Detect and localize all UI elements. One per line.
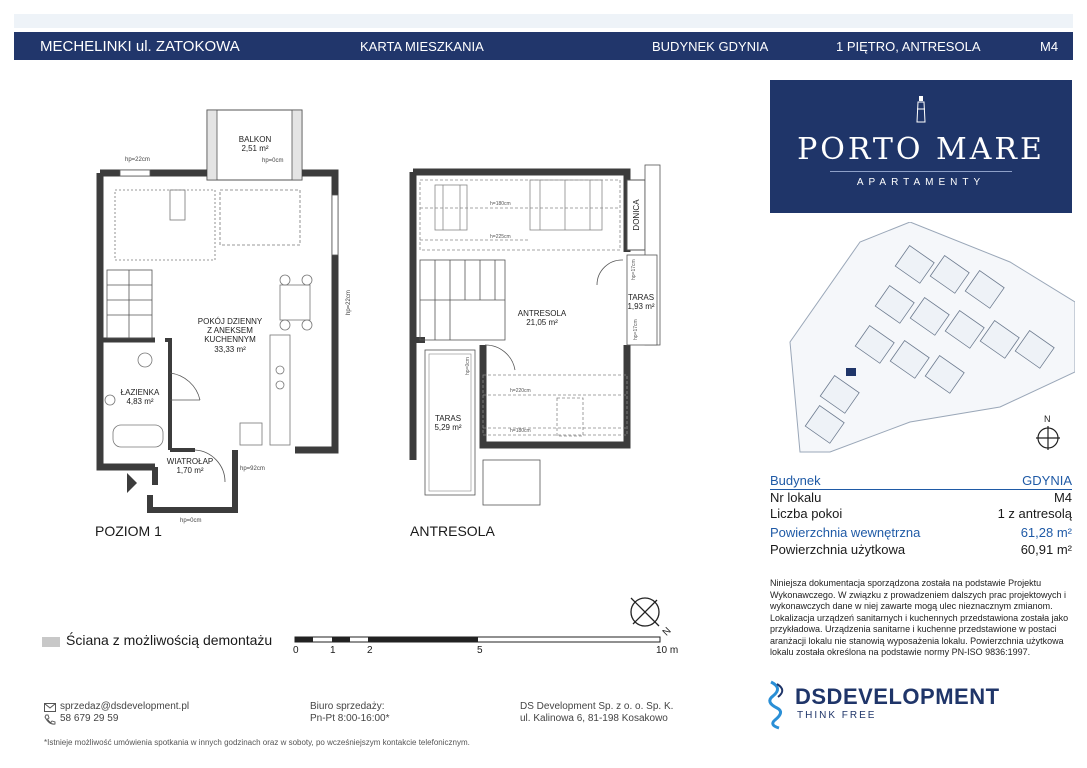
header-bar: [14, 32, 1073, 60]
removable-wall-label: Ściana z możliwością demontażu: [66, 632, 273, 648]
site-north-icon: [1033, 412, 1063, 452]
scale-label-1: 1: [330, 645, 336, 656]
dim-h225: h=225cm: [490, 234, 511, 240]
legal-note: Niniejsza dokumentacja sporządzona została na podstawie Projektu Wykonawczego. W związku z prowadzeniem dalszych prac projektowych i wykonawczych dane w niej zawarte mogą ulec nieznacznym zmianom. Lokalizacja urządzeń sanitarnych i kuchennych przedstawiona została jako przykładowa. Urządzenia sanitarne i kuchenne przedstawione w postaci aranżacji lokalu nie stanowią wyposażenia lokalu. Powierzchnia użytkowa lokalu została określona na podstawie normy PN-ISO 9836:1997.: [770, 578, 1069, 657]
footer-address: ul. Kalinowa 6, 81-198 Kosakowo: [520, 713, 668, 724]
dim-hp0: hp=0cm: [465, 357, 471, 375]
dim-hp17a: hp=17cm: [631, 259, 637, 280]
room-taras-big-name: TARAS: [434, 414, 462, 423]
info-nr-label: Nr lokalu: [770, 490, 822, 505]
room-antresola-area: 21,05 m²: [526, 318, 558, 327]
dim-hp22-vertical: hp=22cm: [346, 290, 352, 315]
site-north-label: N: [1044, 414, 1051, 424]
room-lazienka-area: 4,83 m²: [126, 397, 154, 406]
room-living-area: 33,33 m²: [214, 345, 246, 354]
caption-level-1: POZIOM 1: [95, 523, 162, 539]
footer-office-hours: Pn-Pt 8:00-16:00*: [310, 713, 390, 724]
phone-icon: [44, 714, 56, 726]
header-floor: 1 PIĘTRO, ANTRESOLA: [836, 39, 981, 54]
selected-building-marker: [846, 368, 856, 376]
info-pw-value: 61,28 m²: [1020, 525, 1072, 540]
logo-title: PORTO MARE: [797, 132, 1045, 167]
info-row-budynek: [770, 473, 1072, 490]
site-map: [770, 222, 1075, 457]
dim-hp0-entry: hp=0cm: [180, 518, 202, 524]
floor-plan-antresola: [405, 160, 670, 520]
dim-h220: h=220cm: [510, 388, 531, 394]
info-row-nr: [770, 490, 1072, 507]
floor-plan-level-1: [95, 105, 355, 525]
header-building: BUDYNEK GDYNIA: [652, 39, 769, 54]
room-donica-name: DONICA: [632, 199, 641, 231]
footer-disclaimer: *Istnieje możliwość umówienia spotkania w innych godzinach oraz w soboty, po wcześniejszym kontakcie telefonicznym.: [44, 738, 470, 747]
info-budynek-label: Budynek: [770, 473, 821, 488]
room-wiatrolap-area: 1,70 m²: [176, 466, 204, 475]
info-row-pu: [770, 542, 1072, 559]
logo-subtitle: APARTAMENTY: [856, 177, 986, 188]
info-pokoi-value: 1 z antresolą: [997, 506, 1072, 521]
info-row-pw: [770, 525, 1072, 542]
porto-mare-logo: [770, 80, 1072, 213]
dim-h180b: h=180cm: [510, 428, 531, 434]
header-location: MECHELINKI ul. ZATOKOWA: [40, 38, 240, 55]
room-antresola-name: ANTRESOLA: [517, 309, 567, 318]
info-budynek-value: GDYNIA: [1022, 473, 1072, 488]
dim-hp0-balkon: hp=0cm: [262, 158, 284, 164]
scale-bar: [290, 632, 670, 646]
room-living-name3: KUCHENNYM: [204, 335, 256, 344]
footer-email[interactable]: sprzedaz@dsdevelopment.pl: [60, 701, 190, 712]
info-row-pokoi: [770, 506, 1072, 523]
dim-hp22: hp=22cm: [125, 157, 150, 163]
room-wiatrolap-name: WIATROŁAP: [166, 457, 214, 466]
scale-label-10: 10 m: [656, 645, 679, 656]
removable-wall-swatch: [42, 637, 60, 647]
header-unit: M4: [1040, 39, 1059, 54]
room-taras-small-name: TARAS: [627, 293, 655, 302]
footer-office-label: Biuro sprzedaży:: [310, 701, 385, 712]
compass-icon: [625, 592, 675, 642]
top-stripe: [14, 14, 1073, 28]
footer-company: DS Development Sp. z o. o. Sp. K.: [520, 701, 674, 712]
info-pw-label: Powierzchnia wewnętrzna: [770, 525, 921, 540]
dim-hp17b: hp=17cm: [633, 319, 639, 340]
room-living-name2: Z ANEKSEM: [207, 326, 253, 335]
caption-antresola: ANTRESOLA: [410, 523, 495, 539]
room-balkon-area: 2,51 m²: [241, 144, 269, 153]
scale-label-5: 5: [477, 645, 483, 656]
scale-label-2: 2: [367, 645, 373, 656]
header-doc-type: KARTA MIESZKANIA: [360, 39, 484, 54]
info-nr-value: M4: [1053, 490, 1072, 505]
dim-h180: h=180cm: [490, 201, 511, 207]
logo-rule: [830, 171, 1012, 172]
email-icon: [44, 703, 56, 712]
ds-development-logo: [765, 680, 1000, 730]
ds-brand-name: DSDEVELOPMENT: [795, 684, 1000, 709]
room-living-name: POKÓJ DZIENNY: [197, 317, 263, 326]
dim-hp92: hp=92cm: [240, 466, 265, 472]
scale-label-0: 0: [293, 645, 299, 656]
info-pokoi-label: Liczba pokoi: [770, 506, 843, 521]
room-taras-small-area: 1,93 m²: [627, 302, 655, 311]
room-taras-big-area: 5,29 m²: [434, 423, 462, 432]
ds-wave-icon: [765, 680, 791, 730]
lighthouse-icon: [913, 94, 929, 124]
room-lazienka-name: ŁAZIENKA: [120, 388, 160, 397]
ds-tagline: THINK FREE: [797, 710, 877, 721]
compass-north-label: N: [660, 625, 674, 639]
info-pu-label: Powierzchnia użytkowa: [770, 542, 906, 557]
room-balkon-name: BALKON: [238, 135, 272, 144]
info-pu-value: 60,91 m²: [1020, 542, 1072, 557]
footer-phone[interactable]: 58 679 29 59: [60, 713, 119, 724]
